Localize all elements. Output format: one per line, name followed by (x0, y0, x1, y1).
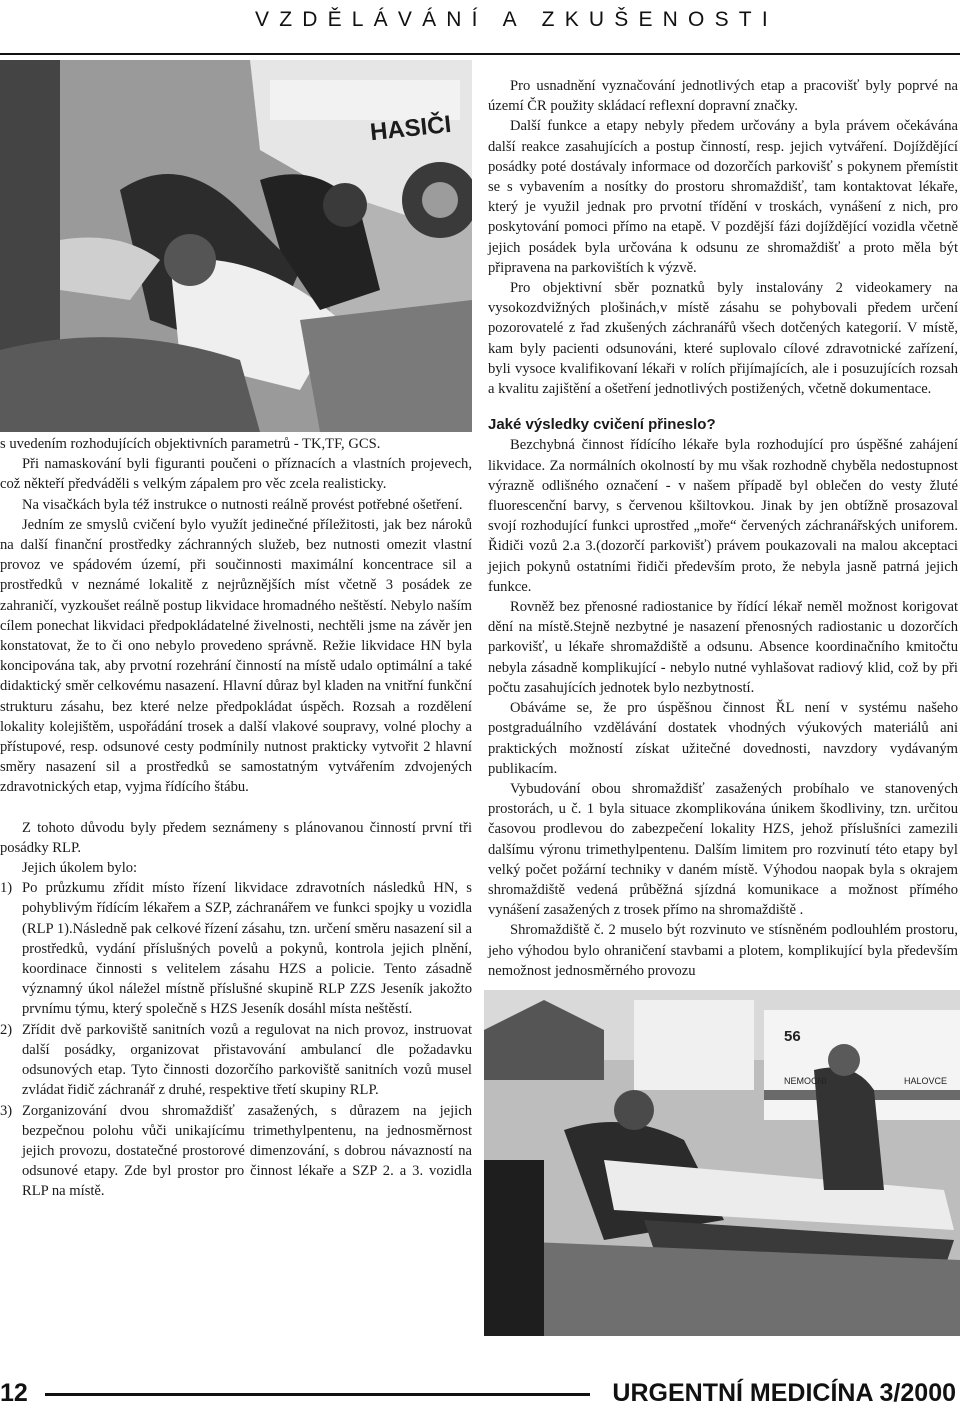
list-item: 2) Zřídit dvě parkoviště sanitních vozů a regulovat na nich provoz, instruovat další posádky, organizovat přistavování ambulancí dle požadavku odsunových etap. Tyto činnosti dozorčího parkoviště sanitních vozů musel zvládat řidič záchranář z druhé, respektive třetí skupiny RLP. (0, 1021, 472, 1099)
paragraph: Vybudování obou shromaždišť zasažených probíhalo ve stanovených prostorách, u č. 1 byla situace zkomplikována únikem škodliviny, tzn. určitou časovou prodlevou do zabezpečení lokality HZS, jehož příslušníci zamezili dalšímu výronu trimethylpentenu. Dalším limitem pro rozvinutí této etapy byl velký počet požární techniky v daném místě. Výhodou naopak byla s okrajem shromaždiště vedená průběžná sjízdná komunikace a možnost přímého vynášení zasažených z trosek přímo na shromaždiště . (488, 780, 958, 919)
vehicle-lettering: HASIČI (368, 110, 453, 147)
page-header (0, 0, 960, 60)
paragraph: Obáváme se, že pro úspěšnou činnost ŘL není v systému našeho postgraduálního vzdělávání dostatek vhodných výukových materiálů ani praktických možností získat užitečné dovednosti, navzdory vydávaným publikacím. (488, 700, 958, 777)
header-rule (0, 53, 960, 55)
paragraph: Na visačkách byla též instrukce o nutnosti reálně provést potřebné ošetření. (22, 496, 463, 513)
list-item: 3) Zorganizování dvou shromaždišť zasažených, s důrazem na jejich bezpečnou polohu vůči unikajícímu trimethylpentenu, na jednosměrnost jejich provozu, dostatečné prostorové dimenzování, s dobrou návazností na odsunové etapy. Zde byl prostor pro činnost lékaře a SZP 2. a 3. vozidla RLP na místě. (0, 1102, 472, 1200)
task-list (0, 878, 472, 1201)
paragraph: Z tohoto důvodu byly předem seznámeny s plánovanou činností první tři posádky RLP. (0, 819, 472, 856)
paragraph: Pro objektivní sběr poznatků byly instalovány 2 videokamery na vysokozdvižných plošinách,v místě zásahu se pohybovali předem určení pozorovatelé z řad zkušených záchranářů všech dotčených kategorií. V místě, kam byly pacienti odsunováni, které suplovalo cílové zdravotnické zařízení, byli vysoce kvalifikovaní lékaři v rolích přijímajících, ale i posuzujících rozsah a kvalitu zajištění a ošetření jednotlivých postižených, včetně dokumentace. (488, 280, 958, 398)
paragraph: Bezchybná činnost řídícího lékaře byla rozhodující pro úspěšné zahájení likvidace. Za normálních okolností by mu však rozhodně chyběla nedostupnost výrazně odlišného označení - v našem případě byl oblečen do vesty žluté fluorescenční barvy, s červenou kšiltovkou. Jinak by jen obtížně prosazoval svojí rozhodující funkci uprostřed „moře“ červených záchranářských uniforem. Řidiči vozů 2.a 3.(dozorčí parkovišť) právem poukazovali na malou akceptaci jejich pokynů ostatními řidiči především proto, že nebyla jasně patrná jejich funkce. (488, 437, 958, 595)
list-item: 1) Po průzkumu zřídit místo řízení likvidace zdravotních následků HN, s pohyblivým řídícím lékařem a SZP, záchranářem ve funkci spojky u vozidla (RLP 1).Následně pak celkové řízení zásahu, tzn. určení směru nasazení sil a prostředků, vydání příslušných povelů a pokynů, kontrola jejich plnění, koordinace činnosti s velitelem zásahu HZS a policie. Tento zásadně významný úkol náležel místně příslušné skupině RLP ZZS Jeseník jakožto prvnímu týmu, který společně s HZS Jeseník dosáhl místa neštěstí. (0, 880, 472, 1018)
paragraph: Rovněž bez přenosné radiostanice by řídící lékař neměl možnost korigovat dění na místě.Stejně nezbytné je nasazení přenosných radiostanic u dozorčích parkovišť, u lékaře shromaždiště a odsunu. Absence koordinačního kmitočtu nebyla zásadně komplikující - nebylo nutné vyhlašovat radiový klid, což by při počtu zasahujících jednotek bylo nezbytností. (488, 599, 958, 696)
paragraph: Jedním ze smyslů cvičení bylo využít jedinečné příležitosti, jak bez nároků na další finanční prostředky záchranných služeb, bez nutnosti omezit vlastní provoz ve spádovém území, při součinnosti maximální koncentrace sil a prostředků v neznámé lokalitě z nejrůznějších míst včetně 3 posádek ze zahraničí, vyzkoušet reálně postup likvidace hromadného neštěstí. Nebylo naším cílem ponechat likvidaci předpokládatelné živelnosti, nechtěli jsme na závěr jen konstatovat, že to či ono nebylo provedeno správně. Režie likvidace HN byla koncipována tak, aby prvotní rozehrání činností na místě udalo optimální a také didaktický směr celkovému nasazení. Hlavní důraz byl kladen na vnitřní funkční strukturu zásahu, bez které nelze předpokládat úspěch. Rozsah a rozdělení lokality kolejištěm, uspořádání trosek a další vlakové soupravy, volné plochy a přístupové, resp. odsunové cesty podmínily nutnost prakticky vytvořit 2 hlavní směry nasazení sil a prostředků se samostatným vytvářením zdvojených zdravotnických etap, vyjma řídícího štábu. (0, 516, 472, 796)
paragraph: Shromaždiště č. 2 muselo být rozvinuto ve stísněném podlouhlém prostoru, jeho výhodou bylo ohraničení stavbami a plotem, komplikující byla především nemožnost jednosměrného provozu (488, 922, 958, 979)
paragraph: Pro usnadnění vyznačování jednotlivých etap a pracovišť byly poprvé na území ČR použity skládací reflexní dopravní značky. (488, 78, 958, 115)
section-heading: Jaké výsledky cvičení přineslo? (488, 416, 716, 434)
paragraph: Jejich úkolem bylo: (22, 860, 138, 877)
paragraph: Další funkce a etapy nebyly předem určovány a byla právem očekávána další reakce zasahujících a postup činností, resp. jejich vytváření. Dojíždějící posádky poté dostávaly informace od dozorčích parkovišť s pokynem přemístit se s vybavením a nosítky do prostoru shromaždišť, tam kontaktovat lékaře, který je využil jednak pro prvotní třídění v troskách, vynášení z nich, pro poskytování pomoci přímo na etapě. V pozdější fázi dojíždějící vozidla včetně jejich posádek byla určována k odsunu ze shromaždišť a proto měla být připravena na parkovištích k výzvě. (488, 118, 958, 276)
paragraph: s uvedením rozhodujících objektivních parametrů - TK,TF, GCS. (0, 436, 381, 452)
ambulance-number: 56 (784, 1028, 801, 1045)
page-number: 12 (0, 1379, 28, 1407)
paragraph: Při namaskování byli figuranti poučeni o příznacích a vlastních projevech, což někteří předváděli s velkým zápalem pro věc zcela realisticky. (0, 456, 472, 493)
right-column (488, 76, 958, 981)
journal-title: URGENTNÍ MEDICÍNA 3/2000 (612, 1379, 956, 1407)
left-column (0, 434, 472, 1202)
photo-rescue-scene (0, 60, 472, 432)
ambulance-lettering: NEMOCNI (784, 1076, 827, 1086)
footer-rule (45, 1393, 590, 1396)
section-title: VZDĚLÁVÁNÍ A ZKUŠENOSTI (255, 8, 778, 31)
ambulance-lettering: HALOVCE (904, 1076, 948, 1086)
photo-stretcher-scene (484, 990, 960, 1336)
